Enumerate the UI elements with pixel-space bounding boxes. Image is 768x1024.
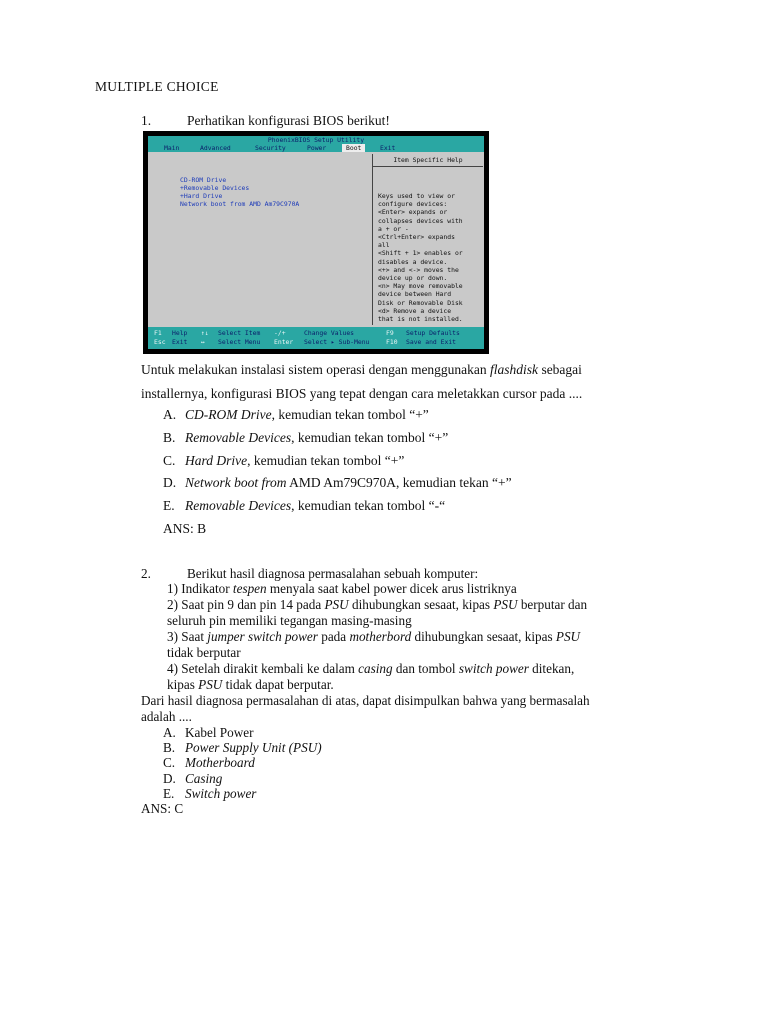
- bios-title: PhoenixBIOS Setup Utility: [148, 136, 484, 144]
- statement-text: dan tombol: [392, 661, 459, 676]
- option-letter: E.: [163, 786, 175, 801]
- option-text: Motherboard: [185, 755, 255, 770]
- q1-option-d: [163, 475, 512, 491]
- bios-boot-panel: [152, 156, 368, 324]
- bios-menu-boot: Boot: [342, 144, 365, 152]
- help-line: that is not installed.: [378, 315, 463, 323]
- statement-text: dihubungkan sesaat, kipas: [411, 629, 556, 644]
- q2-statement-3-cont: tidak berputar: [167, 645, 241, 660]
- q2-statement-4-cont: [167, 677, 334, 693]
- statement-text: 4) Setelah dirakit kembali ke dalam: [167, 661, 359, 676]
- key-desc: Help: [172, 329, 188, 337]
- help-line: <n> May move removable: [378, 282, 463, 291]
- option-italic: Removable Devices: [185, 498, 292, 513]
- page-heading: MULTIPLE CHOICE: [95, 79, 219, 94]
- help-line: configure devices:: [378, 200, 448, 209]
- key-desc: Exit: [172, 338, 188, 346]
- statement-italic: PSU: [555, 629, 581, 644]
- q2-option-c: [163, 755, 255, 771]
- q2-statement-4: [167, 661, 574, 677]
- statement-text: 2) Saat pin 9 dan pin 14 pada: [167, 597, 325, 612]
- statement-italic: motherbord: [349, 629, 412, 644]
- option-letter: D.: [163, 771, 176, 786]
- q2-answer: ANS: C: [141, 801, 184, 816]
- q1-answer: ANS: B: [163, 521, 207, 536]
- option-italic: Hard Drive: [185, 453, 248, 468]
- q1-option-b: [163, 430, 448, 446]
- q2-statement-2: [167, 597, 587, 613]
- q2-conclusion-line1: Dari hasil diagnosa permasalahan di atas, dapat disimpulkan bahwa yang bermasalah: [141, 693, 590, 708]
- q1-stem-text: sebagai: [538, 362, 582, 377]
- help-line: <+> and <-> moves the: [378, 265, 459, 274]
- statement-italic: PSU: [198, 677, 223, 692]
- help-line: device up or down.: [378, 274, 448, 282]
- option-text: Casing: [185, 771, 223, 786]
- statement-italic: casing: [358, 661, 393, 676]
- q1-number: 1.: [141, 113, 152, 128]
- option-italic: Network boot from: [185, 475, 287, 490]
- statement-italic: PSU: [493, 597, 518, 612]
- q2-statement-2-cont: seluruh pin memiliki tegangan masing-masing: [167, 613, 412, 628]
- q2-option-b: [163, 740, 322, 756]
- help-line: <Ctrl+Enter> expands: [378, 233, 455, 241]
- statement-text: 3) Saat: [167, 629, 208, 644]
- boot-item: Network boot from AMD Am79C970A: [180, 200, 300, 208]
- statement-italic: PSU: [324, 597, 349, 612]
- statement-text: dihubungkan sesaat, kipas: [348, 597, 494, 612]
- statement-text: 1) Indikator: [167, 581, 233, 596]
- bios-menu-main: Main: [164, 144, 180, 152]
- q1-option-a: [163, 407, 429, 423]
- q1-stem-line1: [141, 362, 582, 378]
- statement-text: pada: [317, 629, 350, 644]
- help-line: <d> Remove a device: [378, 306, 452, 315]
- bios-key-legend: [148, 327, 484, 349]
- bios-help-panel: [372, 154, 483, 325]
- option-text: AMD Am79C970A, kemudian tekan “+”: [286, 475, 512, 490]
- q1-stem-italic: flashdisk: [490, 362, 539, 377]
- option-text: , kemudian tekan tombol “+”: [271, 407, 429, 422]
- key-minus-plus: -/+: [274, 329, 286, 337]
- q2-number: 2.: [141, 566, 151, 581]
- key-enter: Enter: [274, 338, 294, 346]
- help-line: Keys used to view or: [378, 192, 455, 200]
- key-desc: Setup Defaults: [406, 329, 460, 337]
- bios-screenshot: [143, 131, 489, 354]
- q1-option-c: [163, 453, 404, 469]
- key-desc: Select ▸ Sub-Menu: [304, 338, 370, 346]
- option-letter: E.: [163, 498, 175, 513]
- q2-option-d: [163, 771, 222, 787]
- option-letter: B.: [163, 430, 176, 445]
- help-line: <Enter> expands or: [378, 208, 448, 217]
- q2-statement-1: [167, 581, 517, 597]
- option-text: Switch power: [185, 786, 257, 801]
- option-letter: C.: [163, 755, 176, 770]
- key-arrows-vertical: ↑↓: [201, 329, 209, 337]
- key-desc: Select Menu: [218, 338, 261, 346]
- statement-italic: tespen: [232, 581, 267, 596]
- bios-menu-advanced: Advanced: [200, 144, 231, 152]
- q1-stem-line2: installernya, konfigurasi BIOS yang tepat dengan cara meletakkan cursor pada ....: [141, 386, 583, 401]
- option-letter: A.: [163, 725, 176, 740]
- help-line: disables a device.: [378, 257, 448, 266]
- help-line: a + or -: [378, 224, 409, 233]
- key-f1: F1: [154, 329, 162, 337]
- statement-text: ditekan,: [528, 661, 575, 676]
- help-line: collapses devices with: [378, 216, 463, 225]
- key-esc: Esc: [154, 338, 166, 346]
- option-text: , kemudian tekan tombol “+”: [291, 430, 449, 445]
- q2-option-e: [163, 786, 256, 802]
- option-italic: Removable Devices: [185, 430, 292, 445]
- option-text: Kabel Power: [185, 725, 254, 740]
- help-line: Disk or Removable Disk: [378, 298, 463, 307]
- option-text: Power Supply Unit (PSU): [185, 740, 322, 755]
- help-line: <Shift + 1> enables or: [378, 249, 463, 258]
- key-f10: F10: [386, 338, 398, 346]
- help-line: all: [378, 241, 390, 250]
- boot-item: +Removable Devices: [180, 184, 250, 192]
- option-letter: C.: [163, 453, 176, 468]
- key-desc: Change Values: [304, 329, 355, 337]
- option-italic: CD-ROM Drive: [185, 407, 272, 422]
- statement-text: berputar dan: [517, 597, 588, 612]
- boot-item: CD-ROM Drive: [180, 176, 227, 184]
- q1-prompt: Perhatikan konfigurasi BIOS berikut!: [187, 113, 390, 128]
- q2-option-a: [163, 725, 253, 741]
- key-desc: Select Item: [218, 329, 261, 337]
- bios-menu-bar: [148, 144, 484, 152]
- option-letter: B.: [163, 740, 176, 755]
- option-letter: A.: [163, 407, 177, 422]
- statement-text: menyala saat kabel power dicek arus listriknya: [266, 581, 517, 596]
- help-line: device between Hard: [378, 290, 452, 299]
- bios-menu-exit: Exit: [380, 144, 396, 152]
- q1-option-e: [163, 498, 445, 514]
- q2-prompt: Berikut hasil diagnosa permasalahan sebuah komputer:: [187, 566, 479, 581]
- bios-menu-power: Power: [307, 144, 327, 152]
- option-text: , kemudian tekan tombol “+”: [247, 453, 405, 468]
- key-f9: F9: [386, 329, 394, 337]
- option-letter: D.: [163, 475, 177, 490]
- q1-stem-text: Untuk melakukan instalasi sistem operasi dengan menggunakan: [141, 362, 491, 377]
- bios-help-title: Item Specific Help: [373, 157, 483, 167]
- key-arrows-horizontal: ↔: [201, 338, 205, 346]
- statement-italic: switch power: [458, 661, 529, 676]
- key-desc: Save and Exit: [406, 338, 457, 346]
- statement-text: tidak dapat berputar.: [222, 677, 334, 692]
- q2-conclusion-line2: adalah ....: [141, 709, 192, 724]
- statement-text: kipas: [167, 677, 199, 692]
- boot-item: +Hard Drive: [180, 192, 223, 200]
- bios-menu-security: Security: [255, 144, 286, 152]
- statement-italic: jumper switch power: [207, 629, 318, 644]
- q2-statement-3: [167, 629, 580, 645]
- option-text: , kemudian tekan tombol “-“: [291, 498, 446, 513]
